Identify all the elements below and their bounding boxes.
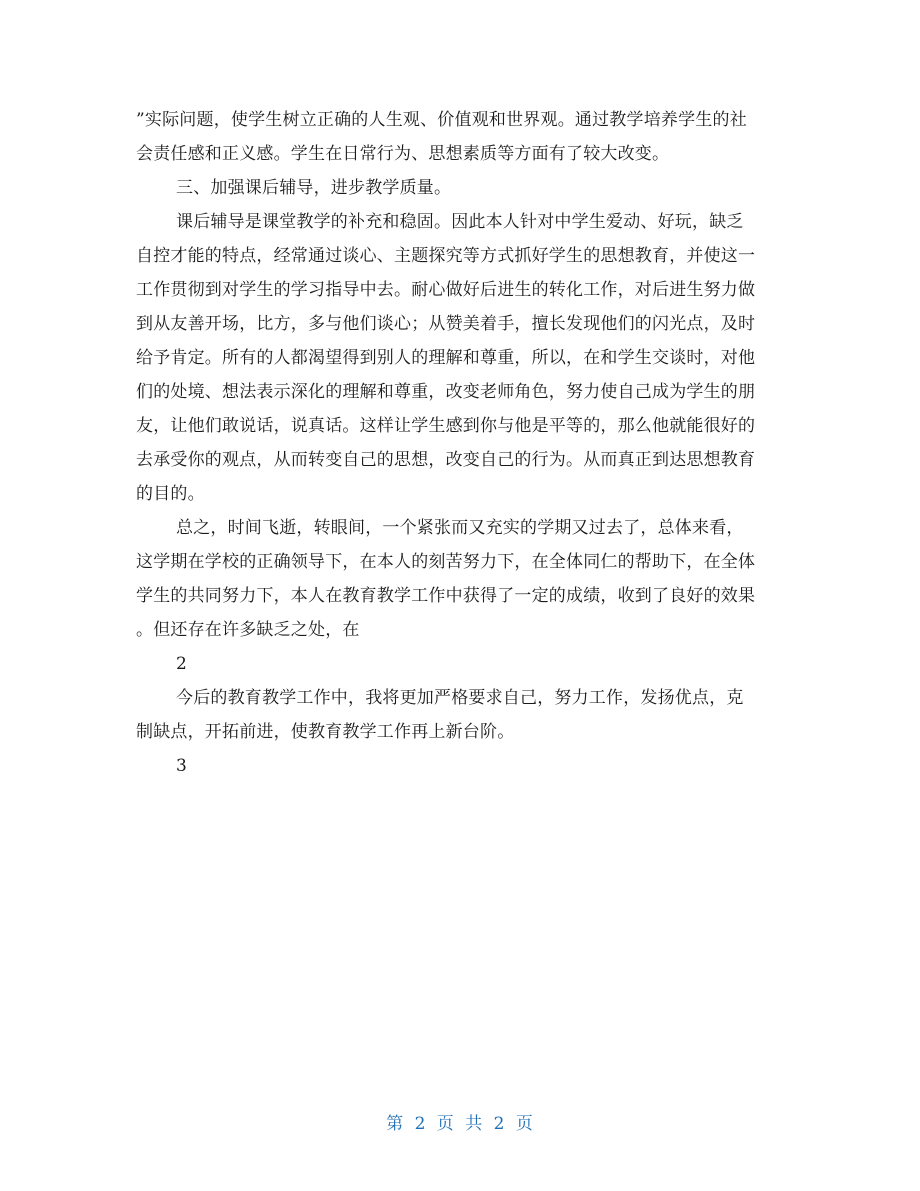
text-line: 今后的教育教学工作中，我将更加严格要求自己，努力工作，发扬优点，克 — [176, 688, 744, 708]
text-line: 自控才能的特点，经常通过谈心、主题探究等方式抓好学生的思想教育，并使这一 — [136, 246, 756, 266]
text-line: 会责任感和正义感。学生在日常行为、思想素质等方面有了较大改变。 — [136, 144, 670, 164]
text-line: 工作贯彻到对学生的学习指导中去。耐心做好后进生的转化工作，对后进生努力做 — [136, 280, 756, 300]
text-line: 总之，时间飞逝，转眼间，一个紧张而又充实的学期又过去了，总体来看， — [176, 518, 744, 538]
text-line: 的目的。 — [136, 484, 205, 504]
text-line: 友，让他们敢说话，说真话。这样让学生感到你与他是平等的，那么他就能很好的 — [136, 416, 756, 436]
text-line: 制缺点，开拓前进，使教育教学工作再上新台阶。 — [136, 722, 515, 742]
page-footer: 第 2 页 共 2 页 — [386, 1114, 534, 1134]
text-line: 学生的共同努力下，本人在教育教学工作中获得了一定的成绩，收到了良好的效果 — [136, 586, 756, 606]
text-line: 们的处境、想法表示深化的理解和尊重，改变老师角色，努力使自己成为学生的朋 — [136, 382, 756, 402]
text-line: 课后辅导是课堂教学的补充和稳固。因此本人针对中学生爱动、好玩，缺乏 — [176, 212, 744, 232]
text-line: 这学期在学校的正确领导下，在本人的刻苦努力下，在全体同仁的帮助下，在全体 — [136, 552, 756, 572]
text-line: 去承受你的观点，从而转变自己的思想，改变自己的行为。从而真正到达思想教育 — [136, 450, 756, 470]
page-marker: 3 — [176, 756, 187, 776]
text-line: 给予肯定。所有的人都渴望得到别人的理解和尊重，所以，在和学生交谈时，对他 — [136, 348, 756, 368]
text-line: 。但还存在许多缺乏之处，在 — [136, 620, 360, 640]
section-heading: 三、加强课后辅导，进步教学质量。 — [176, 178, 452, 198]
text-line: 到从友善开场，比方，多与他们谈心；从赞美着手，擅长发现他们的闪光点，及时 — [136, 314, 756, 334]
page-marker: 2 — [176, 654, 187, 674]
text-line: ”实际问题，使学生树立正确的人生观、价值观和世界观。通过教学培养学生的社 — [136, 110, 747, 130]
